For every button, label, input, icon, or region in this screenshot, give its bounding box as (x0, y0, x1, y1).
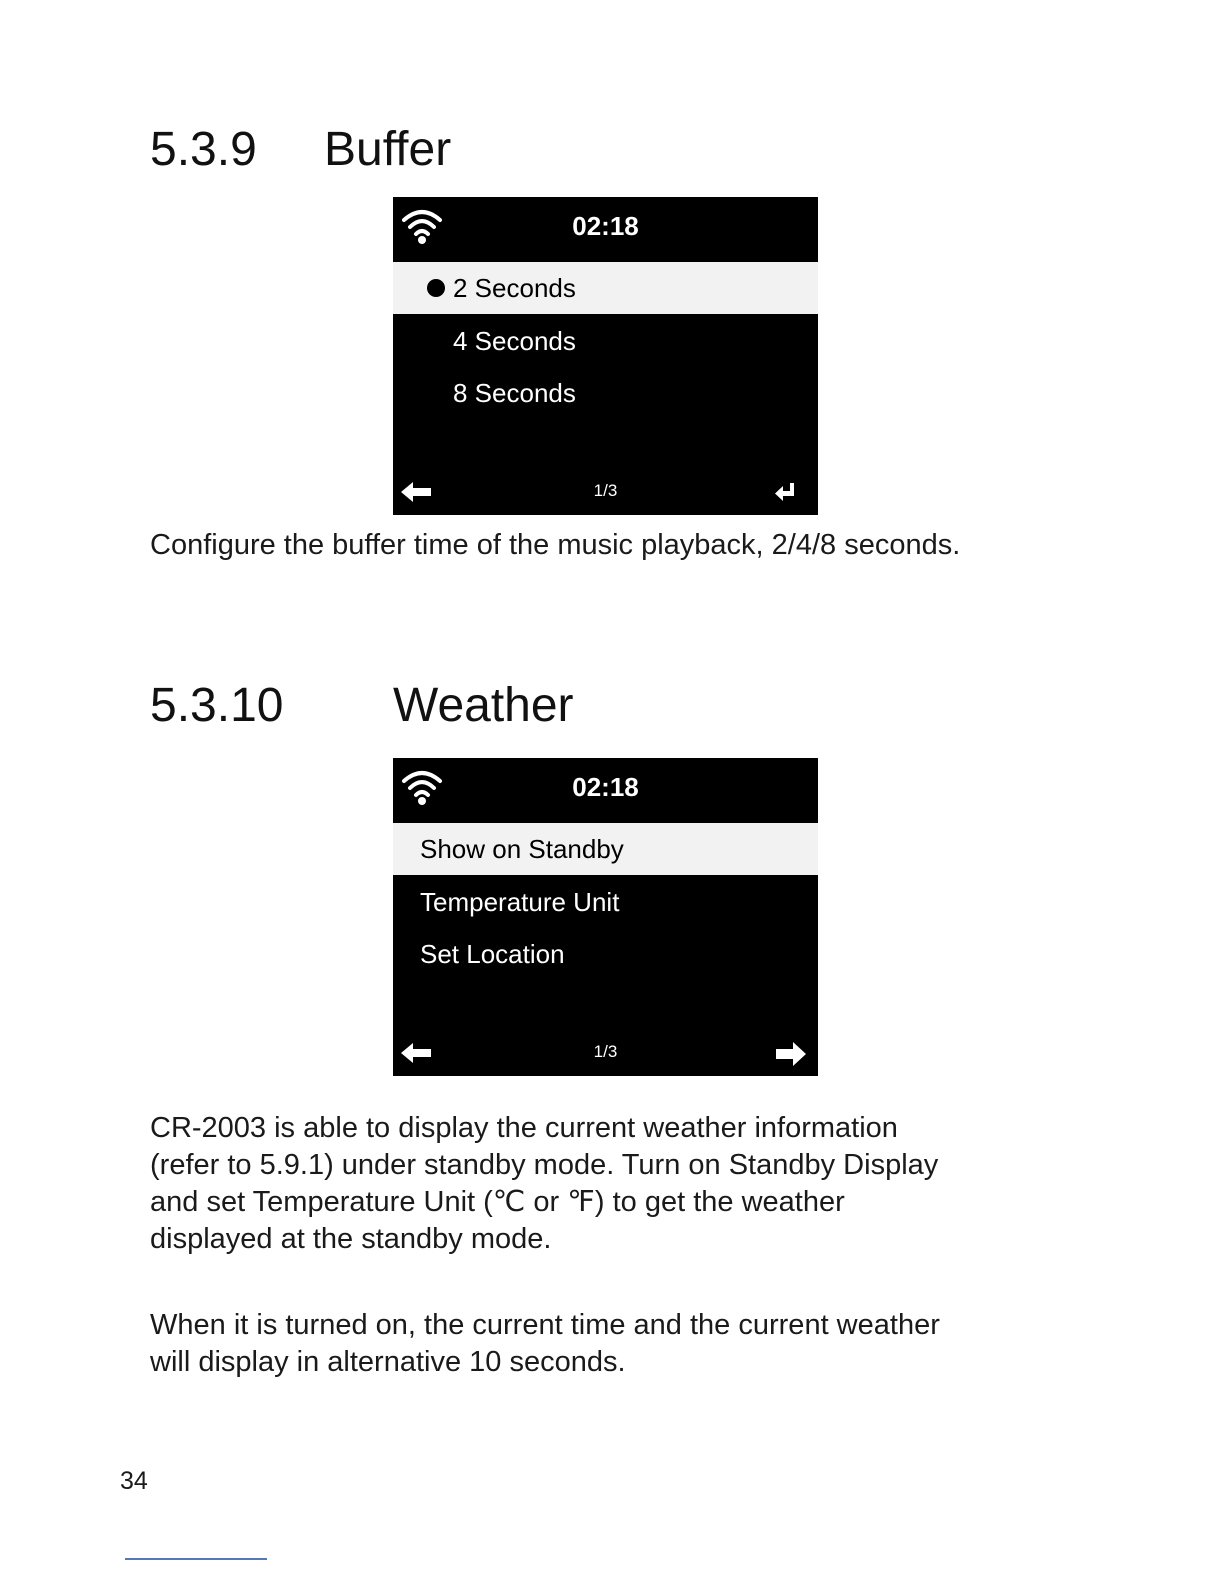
text-line: CR-2003 is able to display the current weather information (150, 1112, 898, 1144)
menu-item-4-seconds[interactable] (393, 315, 818, 367)
text-line: (refer to 5.9.1) under standby mode. Turn on Standby Display (150, 1149, 939, 1181)
section-title: Buffer (324, 123, 452, 176)
clock-time: 02:18 (572, 772, 639, 802)
page-number: 34 (120, 1467, 148, 1495)
device-screen-buffer (393, 197, 818, 515)
section-heading-buffer (150, 123, 550, 176)
text-line: When it is turned on, the current time and the current weather (150, 1309, 940, 1341)
section-heading-weather (150, 679, 650, 732)
page-indicator: 1/3 (593, 481, 618, 500)
footer-rule (125, 1558, 267, 1560)
page-indicator: 1/3 (593, 1042, 618, 1061)
text-line: displayed at the standby mode. (150, 1223, 552, 1255)
status-bar (393, 197, 818, 260)
menu-item-label: Temperature Unit (420, 887, 620, 917)
enter-icon[interactable] (774, 482, 796, 502)
menu-item-8-seconds[interactable] (393, 367, 818, 419)
text-line: and set Temperature Unit (℃ or ℉) to get the weather (150, 1186, 845, 1218)
weather-paragraph-1 (150, 1110, 1110, 1258)
section-title: Weather (393, 679, 574, 732)
menu-item-2-seconds[interactable] (393, 262, 818, 314)
menu-item-label: 8 Seconds (453, 378, 576, 408)
buffer-description: Configure the buffer time of the music playback, 2/4/8 seconds. (150, 529, 961, 561)
device-screen-weather (393, 758, 818, 1076)
menu-item-label: Set Location (420, 939, 565, 969)
section-number: 5.3.9 (150, 123, 257, 176)
forward-arrow-icon[interactable] (774, 1041, 808, 1067)
section-number: 5.3.10 (150, 679, 284, 732)
status-bar (393, 758, 818, 821)
text-line: will display in alternative 10 seconds. (150, 1346, 626, 1378)
menu-item-show-on-standby[interactable] (393, 823, 818, 875)
menu-item-label: 4 Seconds (453, 326, 576, 356)
menu-item-set-location[interactable] (393, 928, 818, 980)
clock-time: 02:18 (572, 211, 639, 241)
selected-radio-dot (427, 279, 445, 297)
menu-item-label: 2 Seconds (453, 273, 576, 303)
menu-item-temperature-unit[interactable] (393, 876, 818, 928)
menu-item-label: Show on Standby (420, 834, 624, 864)
weather-paragraph-2 (150, 1307, 1110, 1381)
